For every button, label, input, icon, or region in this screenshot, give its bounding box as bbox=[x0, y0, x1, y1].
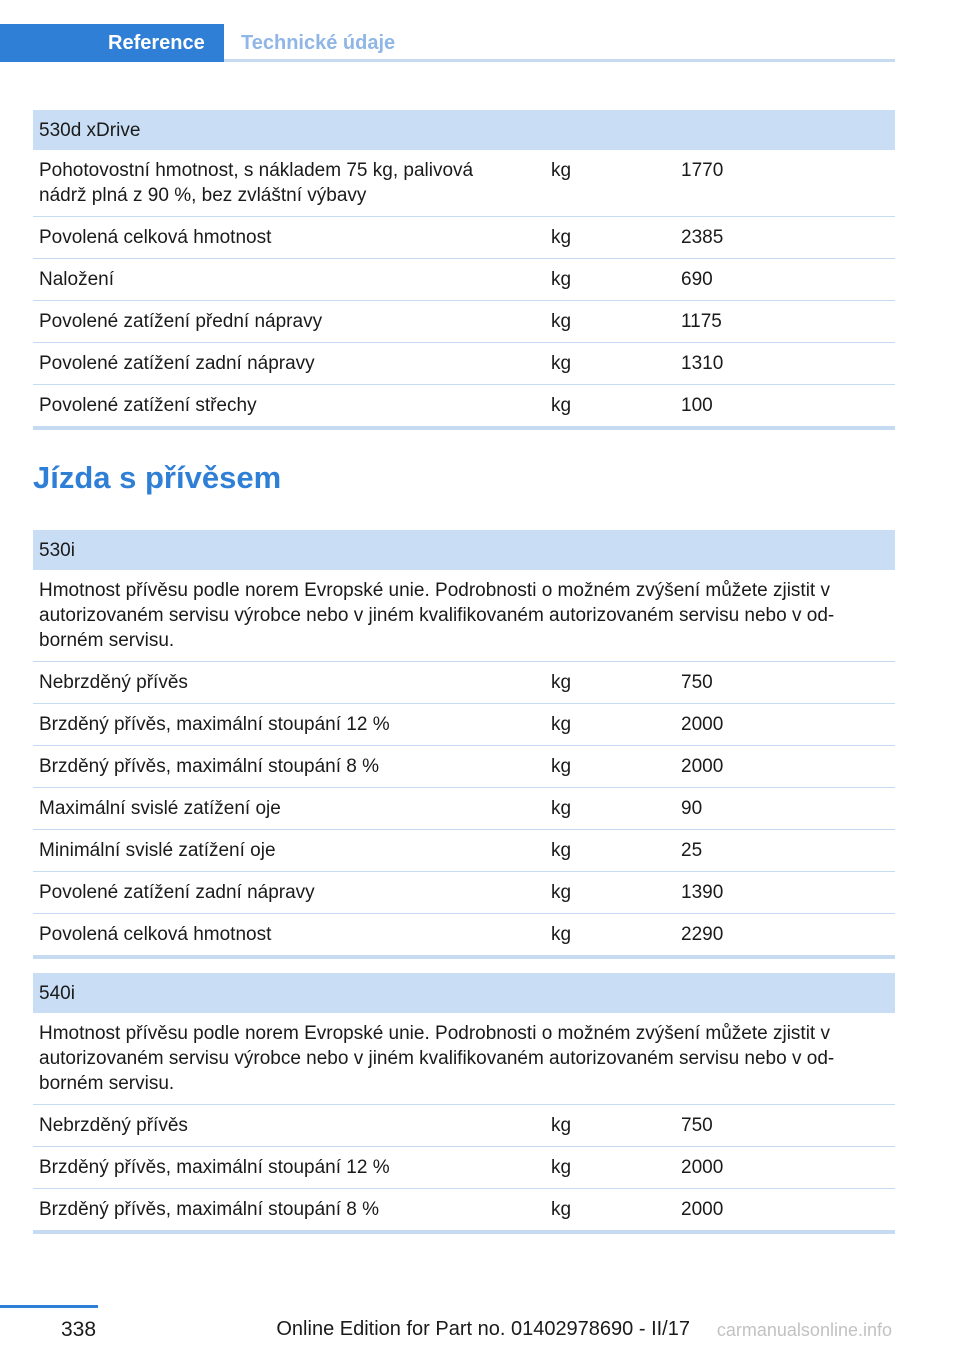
table-header bbox=[33, 110, 895, 150]
row-unit: kg bbox=[545, 830, 675, 872]
row-label: Nebrzděný přívěs bbox=[33, 1105, 545, 1147]
table-note-row bbox=[33, 1013, 895, 1105]
table-header bbox=[33, 530, 895, 570]
row-unit: kg bbox=[545, 301, 675, 343]
row-value: 2000 bbox=[675, 704, 895, 746]
header-rule bbox=[224, 59, 895, 62]
row-label: Povolené zatížení zadní nápravy bbox=[33, 872, 545, 914]
model-name: 530d xDrive bbox=[33, 110, 895, 150]
row-value: 2385 bbox=[675, 217, 895, 259]
row-unit: kg bbox=[545, 343, 675, 385]
table-note: Hmotnost přívěsu podle norem Evropské unie. Podrobnosti o možném zvýšení můžete zjistit v autorizovaném servisu výrobce nebo v jiném kvalifikovaném autorizovaném servisu nebo v odborném servisu. bbox=[33, 1013, 895, 1105]
footer-rule bbox=[0, 1305, 98, 1308]
row-value: 750 bbox=[675, 662, 895, 704]
row-value: 2000 bbox=[675, 1147, 895, 1189]
row-value: 1175 bbox=[675, 301, 895, 343]
table-row bbox=[33, 662, 895, 704]
row-label: Povolené zatížení přední nápravy bbox=[33, 301, 545, 343]
row-label: Naložení bbox=[33, 259, 545, 301]
row-value: 2290 bbox=[675, 914, 895, 958]
table-row bbox=[33, 1147, 895, 1189]
row-unit: kg bbox=[545, 788, 675, 830]
table-header bbox=[33, 973, 895, 1013]
table-row bbox=[33, 259, 895, 301]
row-value: 100 bbox=[675, 385, 895, 429]
row-label: Povolené zatížení zadní nápravy bbox=[33, 343, 545, 385]
table-row bbox=[33, 914, 895, 958]
table-row bbox=[33, 746, 895, 788]
row-label: Brzděný přívěs, maximální stoupání 8 % bbox=[33, 746, 545, 788]
row-label: Povolená celková hmotnost bbox=[33, 217, 545, 259]
row-label: Brzděný přívěs, maximální stoupání 12 % bbox=[33, 704, 545, 746]
row-label: Minimální svislé zatížení oje bbox=[33, 830, 545, 872]
table-row bbox=[33, 1105, 895, 1147]
table-row bbox=[33, 301, 895, 343]
row-unit: kg bbox=[545, 1189, 675, 1233]
row-value: 1770 bbox=[675, 150, 895, 217]
table-row bbox=[33, 343, 895, 385]
model-name: 540i bbox=[33, 973, 895, 1013]
row-unit: kg bbox=[545, 746, 675, 788]
table-530i bbox=[33, 530, 895, 959]
table-530d-xdrive bbox=[33, 110, 895, 430]
table-row bbox=[33, 1189, 895, 1233]
row-value: 90 bbox=[675, 788, 895, 830]
row-value: 1390 bbox=[675, 872, 895, 914]
row-unit: kg bbox=[545, 704, 675, 746]
edition-text: Online Edition for Part no. 01402978690 - II/17 bbox=[276, 1318, 690, 1340]
row-unit: kg bbox=[545, 872, 675, 914]
row-value: 2000 bbox=[675, 1189, 895, 1233]
row-label: Brzděný přívěs, maximální stoupání 8 % bbox=[33, 1189, 545, 1233]
table-row bbox=[33, 217, 895, 259]
model-name: 530i bbox=[33, 530, 895, 570]
row-label: Povolené zatížení střechy bbox=[33, 385, 545, 429]
top-bar bbox=[0, 0, 895, 62]
row-label: Maximální svislé zatížení oje bbox=[33, 788, 545, 830]
table-note: Hmotnost přívěsu podle norem Evropské unie. Podrobnosti o možném zvýšení můžete zjistit v autorizovaném servisu výrobce nebo v jiném kvalifikovaném autorizovaném servisu nebo v odborném servisu. bbox=[33, 570, 895, 662]
row-unit: kg bbox=[545, 150, 675, 217]
table-note-row bbox=[33, 570, 895, 662]
row-unit: kg bbox=[545, 259, 675, 301]
row-unit: kg bbox=[545, 1147, 675, 1189]
table-row bbox=[33, 704, 895, 746]
tab-technical-data[interactable]: Technické údaje bbox=[241, 32, 396, 54]
table-row bbox=[33, 385, 895, 429]
page-number: 338 bbox=[61, 1318, 97, 1341]
table-row bbox=[33, 788, 895, 830]
row-value: 750 bbox=[675, 1105, 895, 1147]
table-row bbox=[33, 830, 895, 872]
table-540i bbox=[33, 973, 895, 1234]
row-unit: kg bbox=[545, 385, 675, 429]
watermark: carmanualsonline.info bbox=[716, 1320, 892, 1340]
row-value: 690 bbox=[675, 259, 895, 301]
section-title: Jízda s přívěsem bbox=[33, 460, 282, 495]
row-value: 1310 bbox=[675, 343, 895, 385]
row-label: Brzděný přívěs, maximální stoupání 12 % bbox=[33, 1147, 545, 1189]
table-row bbox=[33, 150, 895, 217]
row-value: 25 bbox=[675, 830, 895, 872]
row-label: Pohotovostní hmotnost, s nákladem 75 kg, palivová nádrž plná z 90 %, bez zvláštní výbavy bbox=[33, 150, 545, 217]
row-unit: kg bbox=[545, 1105, 675, 1147]
table-row bbox=[33, 872, 895, 914]
row-unit: kg bbox=[545, 217, 675, 259]
row-unit: kg bbox=[545, 914, 675, 958]
row-unit: kg bbox=[545, 662, 675, 704]
row-label: Nebrzděný přívěs bbox=[33, 662, 545, 704]
row-label: Povolená celková hmotnost bbox=[33, 914, 545, 958]
row-value: 2000 bbox=[675, 746, 895, 788]
tab-reference[interactable]: Reference bbox=[0, 24, 224, 62]
